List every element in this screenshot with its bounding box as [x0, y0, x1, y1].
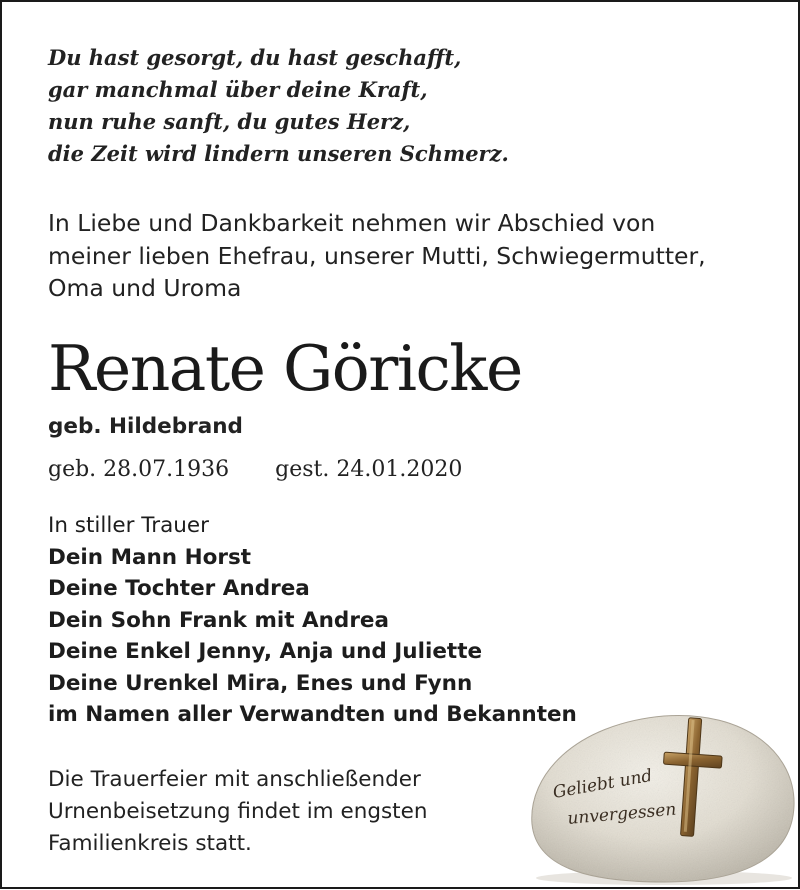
mourner-line: im Namen aller Verwandten und Bekannten [48, 702, 577, 727]
stone-text-2: unvergessen [566, 799, 678, 829]
poem-line: Du hast gesorgt, du hast geschafft, [48, 45, 462, 70]
intro-line: In Liebe und Dankbarkeit nehmen wir Abschied von [48, 209, 656, 237]
closing-line: Urnenbeisetzung findet im engsten [48, 799, 428, 824]
mourner-line: Dein Mann Horst [48, 544, 252, 570]
intro-line: meiner lieben Ehefrau, unserer Mutti, Schwiegermutter, [48, 241, 706, 270]
mourners-list [48, 510, 577, 731]
life-dates [48, 454, 462, 486]
deceased-name: Renate Göricke [48, 332, 522, 405]
mourner-line: Dein Sohn Frank mit Andrea [48, 607, 390, 633]
mourner-line: Deine Urenkel Mira, Enes und Fynn [48, 670, 473, 696]
mourner-line: Deine Tochter Andrea [48, 576, 310, 601]
funeral-notice [48, 764, 427, 860]
closing-line: Die Trauerfeier mit anschließender [48, 767, 421, 792]
poem-line: gar manchmal über deine Kraft, [48, 77, 428, 102]
stone-text-1: Geliebt und [551, 765, 654, 803]
maiden-name: geb. Hildebrand [48, 414, 243, 439]
poem [48, 42, 509, 170]
mourner-line: Deine Enkel Jenny, Anja und Juliette [48, 639, 483, 664]
intro-text [48, 207, 706, 305]
closing-line: Familienkreis statt. [48, 831, 252, 856]
memorial-stone-icon [514, 706, 800, 886]
death-date: gest. 24.01.2020 [275, 457, 463, 482]
birth-date: geb. 28.07.1936 [48, 457, 230, 482]
memorial-stone-image [514, 706, 800, 886]
mourners-lead: In stiller Trauer [48, 513, 209, 538]
poem-line: nun ruhe sanft, du gutes Herz, [48, 109, 411, 134]
intro-line: Oma und Uroma [48, 274, 242, 302]
poem-line: die Zeit wird lindern unseren Schmerz. [48, 141, 509, 166]
